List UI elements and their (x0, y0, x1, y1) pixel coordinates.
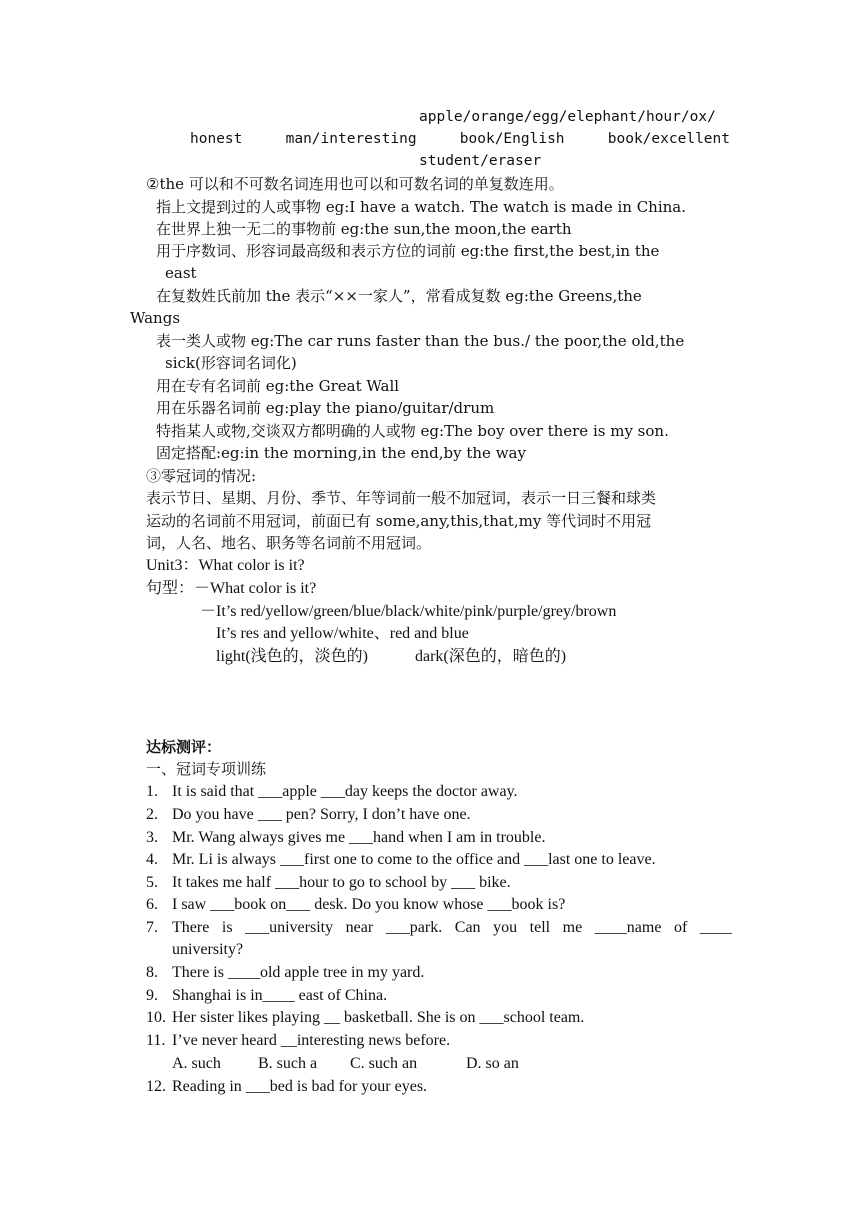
question-item (146, 827, 545, 849)
option-c: C. such an (350, 1055, 418, 1072)
question-text: I saw ___book on___ desk. Do you know whose ___book is? (172, 896, 566, 913)
example-word: book/English (459, 131, 565, 147)
option-d: D. so an (466, 1055, 519, 1072)
word: ____name (594, 919, 662, 936)
question-number: 11. (146, 1032, 166, 1049)
option-a: A. such (172, 1055, 221, 1072)
question-number: 12. (146, 1078, 166, 1095)
the-heading: ②the 可以和不可数名词连用也可以和可数名词的单复数连用。 (146, 175, 564, 193)
question-item (146, 1076, 427, 1098)
the-rule: 特指某人或物,交谈双方都明确的人或物 eg:The boy over there is my son. (156, 422, 669, 440)
word: me (562, 919, 583, 936)
example-word: man/interesting (285, 131, 417, 147)
question-item (146, 1030, 450, 1052)
question-text: Do you have ___ pen? Sorry, I don’t have one. (172, 806, 471, 823)
zero-heading: ③零冠词的情况: (146, 467, 257, 485)
zero-para-line: 运动的名词前不用冠词，前面已有 some,any,this,that,my 等代词时不用冠 (146, 512, 652, 530)
the-rule: 在复数姓氏前加 the 表示“××一家人”，常看成复数 eg:the Greens,the (156, 287, 642, 305)
word: near (345, 919, 374, 936)
the-rule: 表一类人或物 eg:The car runs faster than the bus./ the poor,the old,the (156, 332, 685, 350)
test-heading: 达标测评： (146, 738, 222, 756)
unit3-title: Unit3：What color is it? (146, 557, 305, 574)
the-rule: 用在专有名词前 eg:the Great Wall (156, 377, 400, 395)
examples-line-2 (190, 128, 730, 150)
word: Can (454, 919, 481, 936)
question-item (146, 1007, 584, 1029)
option-b: B. such a (258, 1055, 318, 1072)
word: is (221, 919, 233, 936)
question-text: Shanghai is in____ east of China. (172, 987, 388, 1004)
question-number: 5. (146, 874, 158, 891)
zero-para-line: 词，人名、地名、职务等名词前不用冠词。 (146, 534, 432, 552)
question-continuation: university? (172, 941, 244, 958)
pattern-question: －What color is it? (194, 580, 317, 597)
zero-para-line: 表示节日、星期、月份、季节、年等词前一般不加冠词，表示一日三餐和球类 (146, 489, 657, 507)
word: ___park. (385, 919, 443, 936)
pattern-label: 句型： (146, 580, 195, 597)
question-item (146, 962, 424, 984)
dark-note: dark(深色的，暗色的) (415, 648, 567, 665)
question-number: 4. (146, 851, 158, 868)
question-text: It takes me half ___hour to go to school by ___ bike. (172, 874, 511, 891)
question-item (146, 804, 471, 826)
section-title: 一、冠词专项训练 (146, 760, 267, 778)
question-number: 3. (146, 829, 158, 846)
question-number: 7. (146, 919, 158, 936)
question-number: 9. (146, 987, 158, 1004)
the-rule: 用在乐器名词前 eg:play the piano/guitar/drum (156, 399, 495, 417)
question-item (146, 985, 387, 1007)
question-text: Mr. Li is always ___first one to come to the office and ___last one to leave. (172, 851, 656, 868)
the-rule: east (165, 264, 197, 282)
the-rule: 在世界上独一无二的事物前 eg:the sun,the moon,the earth (156, 220, 572, 238)
question-item (146, 917, 732, 939)
question-number: 6. (146, 896, 158, 913)
question-item (146, 894, 565, 916)
question-text: I’ve never heard __interesting news before. (172, 1032, 451, 1049)
pattern-answer-2: It’s res and yellow/white、red and blue (216, 625, 469, 642)
word: ___university (245, 919, 334, 936)
examples-line-1: apple/orange/egg/elephant/hour/ox/ (419, 109, 716, 125)
word: ____ (699, 919, 732, 936)
example-word: honest (190, 131, 243, 147)
word: There (172, 919, 210, 936)
question-item (146, 849, 656, 871)
question-item (146, 872, 511, 894)
the-rule: 指上文提到过的人或事物 eg:I have a watch. The watch is made in China. (156, 198, 686, 216)
question-item (146, 781, 518, 803)
question-text (172, 917, 732, 939)
pattern-line (146, 578, 316, 600)
answer-options (172, 1053, 519, 1075)
word: you (493, 919, 518, 936)
the-rule: sick(形容词名词化) (165, 354, 297, 372)
the-rule: 用于序数词、形容词最高级和表示方位的词前 eg:the first,the best,in the (156, 242, 660, 260)
question-number: 8. (146, 964, 158, 981)
question-number: 2. (146, 806, 158, 823)
the-rule: Wangs (130, 309, 181, 327)
question-text: Mr. Wang always gives me ___hand when I am in trouble. (172, 829, 546, 846)
word: of (674, 919, 688, 936)
question-number: 10. (146, 1009, 166, 1026)
question-text: There is ____old apple tree in my yard. (172, 964, 425, 981)
question-text: Her sister likes playing __ basketball. She is on ___school team. (172, 1009, 585, 1026)
examples-line-3: student/eraser (419, 153, 542, 169)
question-text: It is said that ___apple ___day keeps the doctor away. (172, 783, 518, 800)
word: tell (529, 919, 551, 936)
light-note: light(浅色的，淡色的) (216, 648, 368, 665)
example-word: book/excellent (607, 131, 730, 147)
the-rule: 固定搭配:eg:in the morning,in the end,by the way (156, 444, 526, 462)
pattern-answer: －It’s red/yellow/green/blue/black/white/pink/purple/grey/brown (200, 603, 617, 620)
question-text: Reading in ___bed is bad for your eyes. (172, 1078, 428, 1095)
question-number: 1. (146, 783, 158, 800)
